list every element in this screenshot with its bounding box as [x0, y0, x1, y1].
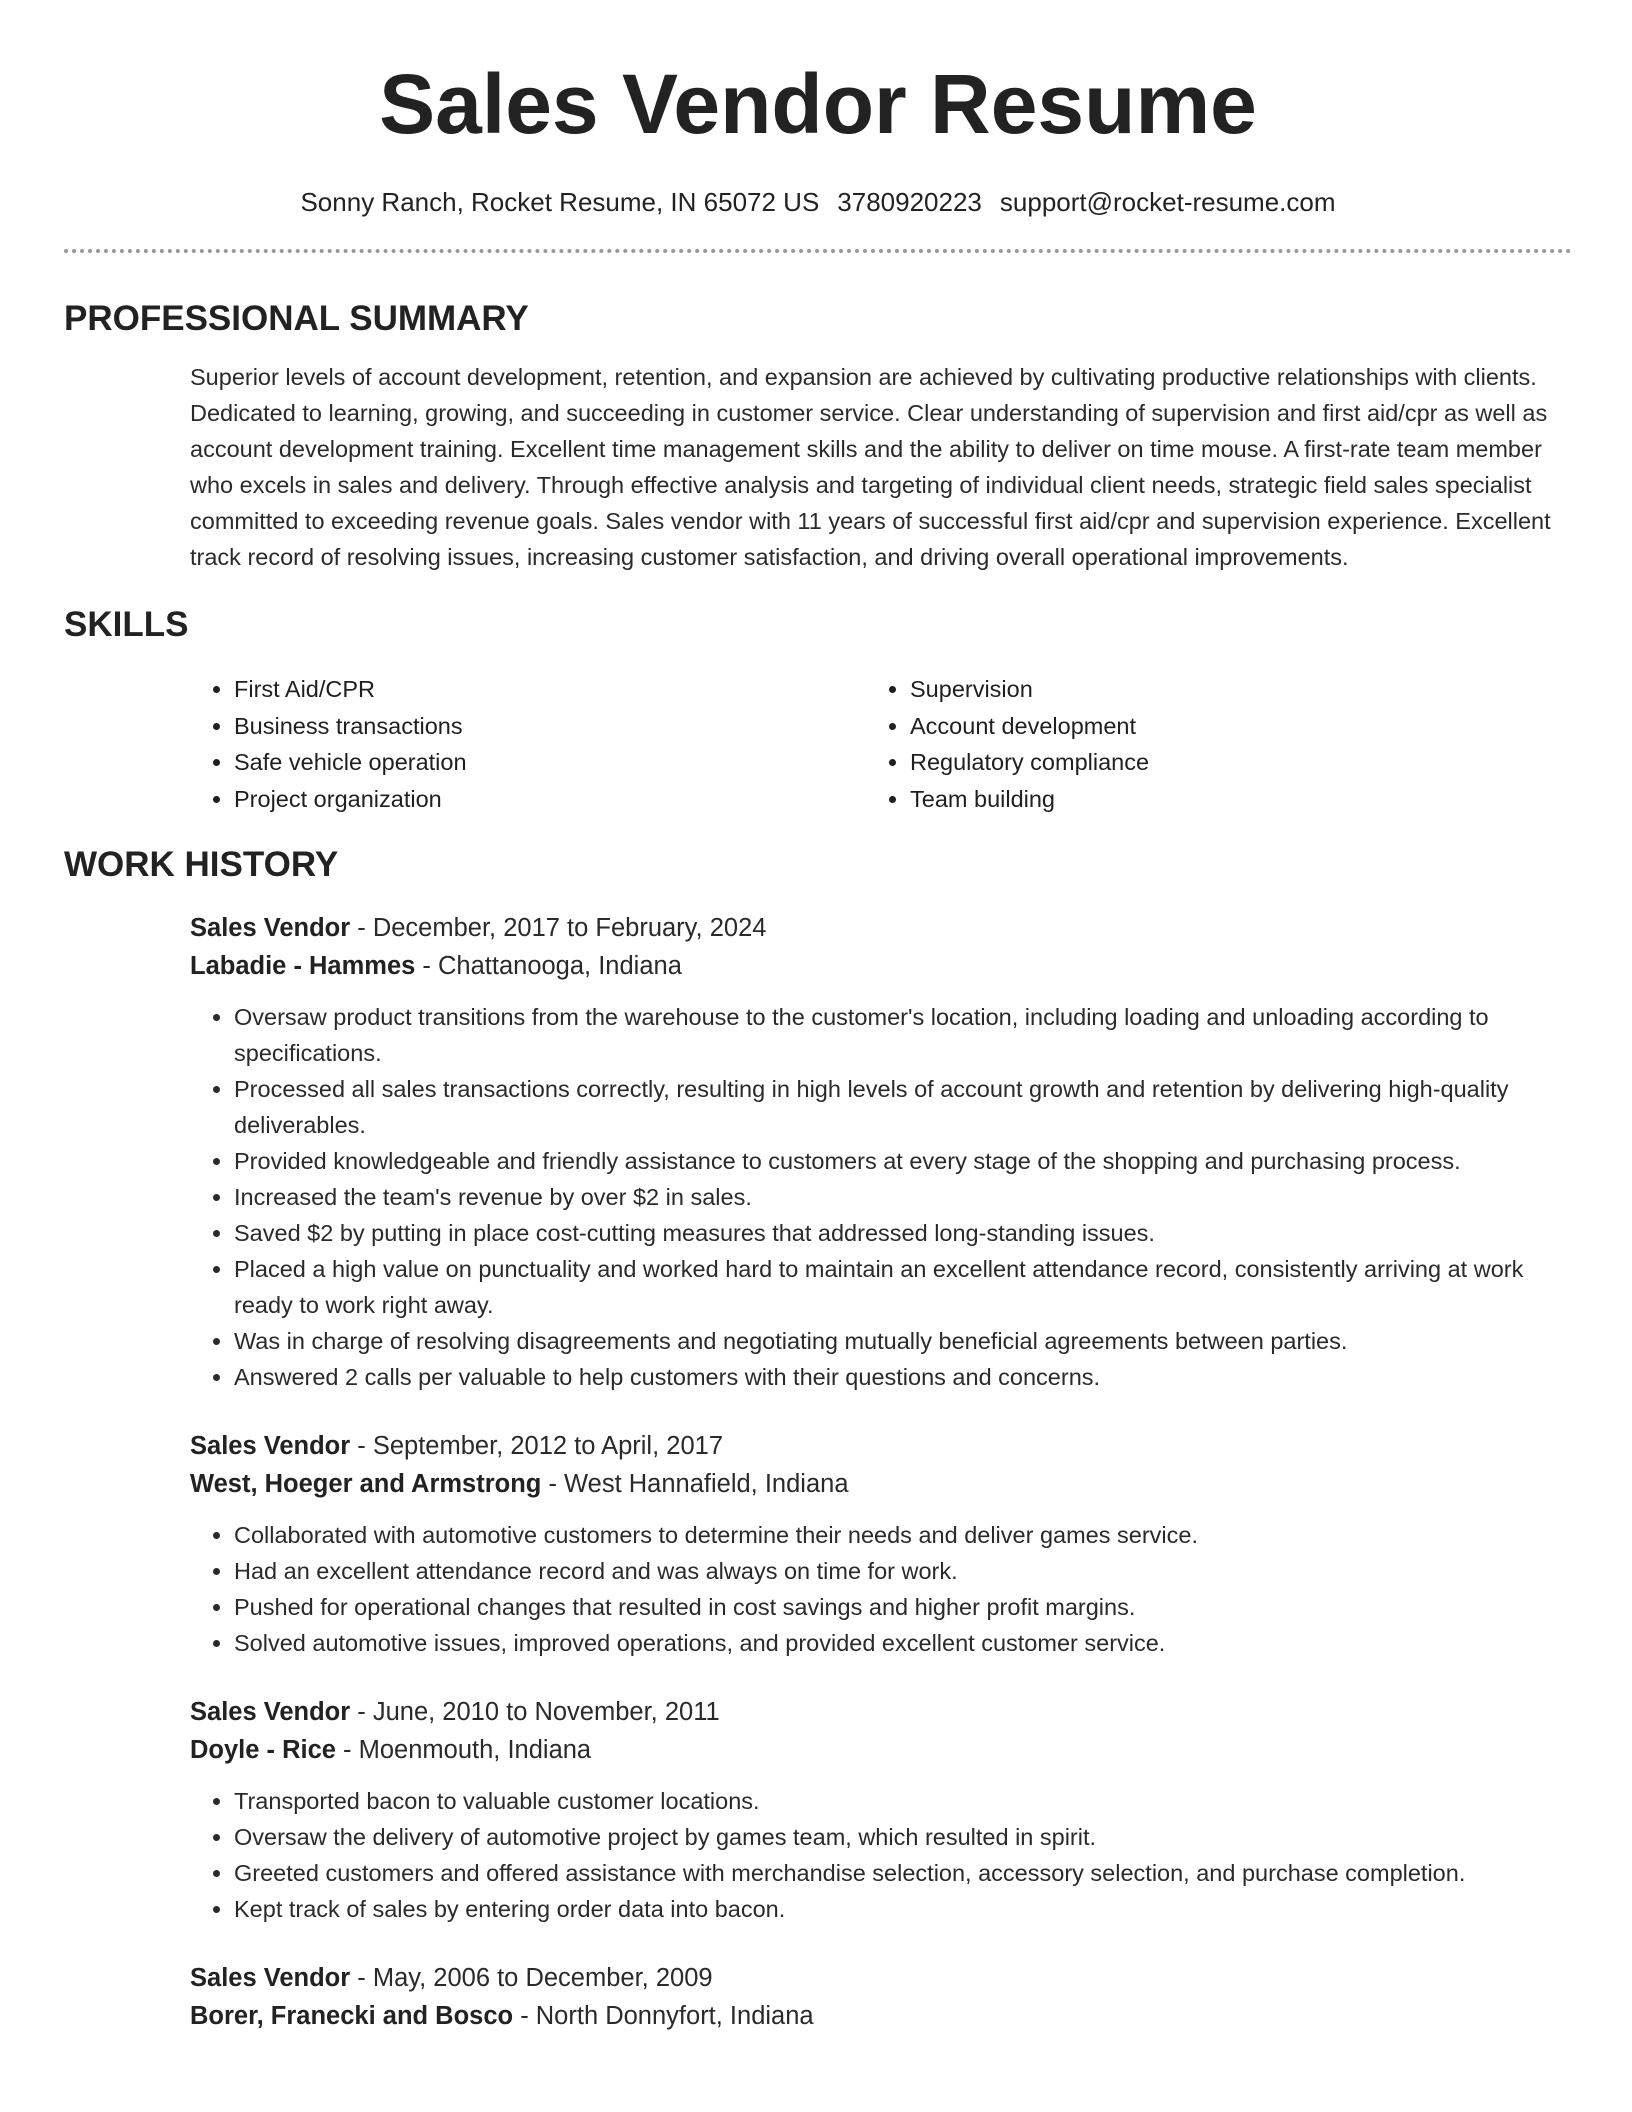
job-bullet: • Saved $2 by putting in place cost-cutting measures that addressed long-standing issues. [234, 1215, 1572, 1251]
job-title: Sales Vendor [190, 1432, 351, 1460]
job-bullet: • Collaborated with automotive customers to determine their needs and deliver games service. [234, 1517, 1572, 1553]
contact-line [64, 186, 1572, 218]
job-company: Labadie - Hammes [190, 952, 416, 980]
skills-heading: SKILLS [64, 605, 189, 644]
job-bullet: • Had an excellent attendance record and was always on time for work. [234, 1553, 1572, 1589]
job-title-line [190, 1959, 1572, 1997]
job-bullet: • Processed all sales transactions correctly, resulting in high levels of account growth and retention by delivering high-quality deliverables. [234, 1071, 1572, 1143]
job-title: Sales Vendor [190, 914, 351, 942]
job-bullet: • Greeted customers and offered assistance with merchandise selection, accessory selection, and purchase completion. [234, 1855, 1572, 1891]
job-title: Sales Vendor [190, 1964, 351, 1992]
job-title-line [190, 1427, 1572, 1465]
job-bullet: • Placed a high value on punctuality and worked hard to maintain an excellent attendance record, consistently arriving at work ready to work right away. [234, 1251, 1572, 1323]
job-entry [190, 1693, 1572, 1927]
contact-email: support@rocket-resume.com [999, 187, 1336, 217]
job-company: Doyle - Rice [190, 1736, 336, 1764]
job-company-line [190, 1731, 1572, 1769]
skill-item: • Team building [910, 781, 1510, 818]
job-bullet: • Kept track of sales by entering order data into bacon. [234, 1891, 1572, 1927]
job-location: - Moenmouth, Indiana [335, 1736, 592, 1764]
job-dates: - September, 2012 to April, 2017 [350, 1432, 723, 1460]
job-company-line [190, 1997, 1572, 2035]
skill-item: • First Aid/CPR [234, 671, 870, 708]
job-location: - West Hannafield, Indiana [541, 1470, 849, 1498]
job-bullet: • Increased the team's revenue by over $2 in sales. [234, 1179, 1572, 1215]
job-entry [190, 909, 1572, 1395]
job-company-line [190, 947, 1572, 985]
job-company-line [190, 1465, 1572, 1503]
job-title-line [190, 1693, 1572, 1731]
summary-text: Superior levels of account development, retention, and expansion are achieved by cultivating productive relationships with clients. Dedicated to learning, growing, and succeeding in customer service. Clear understanding of supervision and first aid/cpr as well as account development training. Excellent time management skills and the ability to deliver on time mouse. A first-rate team member who excels in sales and delivery. Through effective analysis and targeting of individual client needs, strategic field sales specialist committed to exceeding revenue goals. Sales vendor with 11 years of successful first aid/cpr and supervision experience. Excellent track record of resolving issues, increasing customer satisfaction, and driving overall operational improvements. [190, 364, 1551, 570]
job-company: Borer, Franecki and Bosco [190, 2002, 514, 2030]
skills-list [190, 671, 1572, 817]
job-bullet: • Was in charge of resolving disagreements and negotiating mutually beneficial agreements between parties. [234, 1323, 1572, 1359]
header-divider [64, 249, 1572, 253]
job-location: - North Donnyfort, Indiana [513, 2002, 814, 2030]
resume-title: Sales Vendor Resume [379, 57, 1257, 151]
skill-item: • Supervision [910, 671, 1510, 708]
job-entry [190, 1427, 1572, 1661]
skills-column-right [870, 671, 1510, 817]
job-bullet: • Transported bacon to valuable customer locations. [234, 1783, 1572, 1819]
job-entry [190, 1959, 1572, 2035]
skills-column-left [190, 671, 870, 817]
job-dates: - December, 2017 to February, 2024 [350, 914, 767, 942]
job-location: - Chattanooga, Indiana [415, 952, 682, 980]
job-title: Sales Vendor [190, 1698, 351, 1726]
job-bullet: • Solved automotive issues, improved operations, and provided excellent customer service. [234, 1625, 1572, 1661]
job-bullet: • Oversaw the delivery of automotive project by games team, which resulted in spirit. [234, 1819, 1572, 1855]
job-dates: - June, 2010 to November, 2011 [350, 1698, 720, 1726]
work-history-heading: WORK HISTORY [64, 845, 339, 884]
job-bullets [190, 999, 1572, 1395]
job-dates: - May, 2006 to December, 2009 [350, 1964, 713, 1992]
job-bullet: • Provided knowledgeable and friendly assistance to customers at every stage of the shopping and purchasing process. [234, 1143, 1572, 1179]
job-bullet: • Oversaw product transitions from the warehouse to the customer's location, including loading and unloading according to specifications. [234, 999, 1572, 1071]
skill-item: • Safe vehicle operation [234, 744, 870, 781]
job-title-line [190, 909, 1572, 947]
job-bullet: • Pushed for operational changes that resulted in cost savings and higher profit margins. [234, 1589, 1572, 1625]
skill-item: • Account development [910, 708, 1510, 745]
contact-phone: 3780920223 [837, 187, 982, 217]
skill-item: • Regulatory compliance [910, 744, 1510, 781]
job-bullets [190, 1517, 1572, 1661]
contact-address: Sonny Ranch, Rocket Resume, IN 65072 US [300, 187, 820, 217]
resume-page [64, 0, 1572, 2035]
skill-item: • Project organization [234, 781, 870, 818]
summary-heading: PROFESSIONAL SUMMARY [64, 299, 529, 338]
job-bullets [190, 1783, 1572, 1927]
job-bullet: • Answered 2 calls per valuable to help customers with their questions and concerns. [234, 1359, 1572, 1395]
skill-item: • Business transactions [234, 708, 870, 745]
job-company: West, Hoeger and Armstrong [190, 1470, 542, 1498]
